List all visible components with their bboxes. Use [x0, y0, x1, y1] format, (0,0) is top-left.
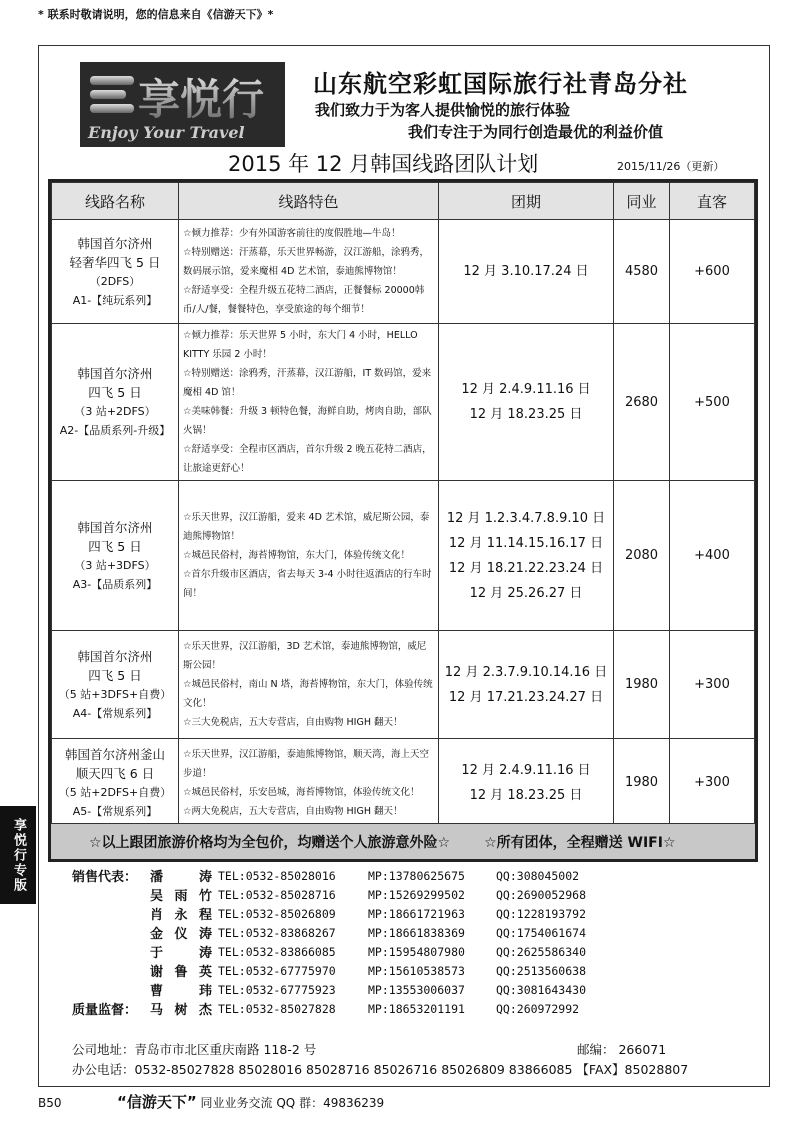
route-series: A4-【常规系列】	[72, 706, 158, 720]
table-row	[52, 220, 755, 324]
route-name-line: 韩国首尔济州釜山	[64, 746, 165, 762]
feature-item: ☆城邑民俗村，海苔博物馆，东大门，体验传统文化！	[183, 550, 411, 561]
contact-row	[72, 866, 586, 885]
logo-text: 享悦行	[138, 75, 265, 124]
date-line: 12 月 1.2.3.4.7.8.9.10 日	[446, 510, 606, 526]
office-phones: 办公电话：0532-85027828 85028016 85028716 85026716 85026809 83866085 【FAX】85028807	[72, 1062, 689, 1077]
contact-mobile: MP:15269299502	[368, 887, 465, 902]
page-number: B50	[38, 1096, 62, 1110]
feature-cell	[179, 631, 439, 739]
feature-item: ☆首尔升级市区酒店，省去每天 3-4 小时往返酒店的行车时间！	[183, 569, 432, 599]
dates-cell	[439, 481, 614, 631]
feature-item: ☆舒适享受：全程升级五花特二酒店，正餐餐标 20000韩币/人/餐，餐餐特色，享受旅途的每个细节！	[183, 285, 425, 315]
date-line: 12 月 2.3.7.9.10.14.16 日	[444, 664, 608, 680]
peer-price: 1980	[614, 631, 670, 739]
feature-item: ☆两大免税店，五大专营店，自由购物 HIGH 翻天！	[183, 805, 403, 817]
feature-cell	[179, 324, 439, 481]
contact-tel: TEL:0532-85026809	[218, 906, 336, 921]
contact-tel: TEL:0532-83866085	[218, 944, 336, 959]
supervisor-label: 质量监督：	[72, 1003, 138, 1018]
contact-row	[72, 885, 586, 904]
feature-item: ☆倾力推荐：乐天世界 5 小时，东大门 4 小时，HELLO KITTY 乐园 2 小时！	[183, 330, 418, 360]
route-sub: （5 站+3DFS+自费）	[58, 687, 172, 701]
contact-mobile: MP:13553006037	[368, 982, 465, 997]
update-date: 2015/11/26（更新）	[617, 160, 725, 173]
route-name-line: 四飞 5 日	[88, 385, 142, 400]
feature-item: ☆倾力推荐：少有外国游客前往的度假胜地—牛岛！	[183, 228, 401, 239]
contact-row	[72, 904, 586, 923]
table-footer-note	[51, 823, 755, 859]
table-header-row	[52, 183, 755, 220]
slogan-1: 我们致力于为客人提供愉悦的旅行体验	[315, 101, 571, 119]
dates-cell	[439, 739, 614, 827]
table-row	[52, 631, 755, 739]
logo-graphic	[80, 62, 285, 147]
contact-name: 曹玮	[150, 984, 212, 999]
route-name-cell	[52, 220, 179, 324]
company-logo	[80, 62, 285, 147]
route-sub: （2DFS）	[89, 274, 141, 288]
header-route-features: 线路特色	[179, 183, 439, 220]
peer-price: 2680	[614, 324, 670, 481]
plan-title: 2015 年 12 月韩国线路团队计划	[228, 152, 539, 176]
date-line: 12 月 17.21.23.24.27 日	[448, 689, 604, 705]
date-line: 12 月 2.4.9.11.16 日	[461, 382, 591, 397]
direct-price: +300	[670, 739, 755, 827]
feature-item: ☆城邑民俗村，乐安邑城，海苔博物馆，体验传统文化！	[183, 786, 420, 798]
date-line: 12 月 11.14.15.16.17 日	[448, 535, 604, 551]
route-name-line: 韩国首尔济州	[77, 519, 153, 535]
route-name-cell	[52, 481, 179, 631]
contact-name: 潘涛	[150, 870, 212, 885]
route-name-cell	[52, 631, 179, 739]
route-sub: （3 站+2DFS）	[74, 405, 156, 418]
side-tab	[0, 806, 36, 904]
feature-item: ☆城邑民俗村，南山 N 塔，海苔博物馆，东大门，体验传统文化！	[183, 679, 433, 709]
date-line: 12 月 2.4.9.11.16 日	[461, 762, 591, 778]
contact-tel: TEL:0532-67775923	[218, 982, 336, 997]
date-line: 12 月 25.26.27 日	[469, 585, 583, 601]
logo-tagline: Enjoy Your Travel	[88, 123, 245, 142]
table-row	[52, 739, 755, 827]
contact-row	[72, 961, 586, 980]
contact-name: 肖永程	[150, 908, 212, 923]
contact-qq: QQ:2513560638	[496, 963, 587, 978]
footer-note-right: ☆所有团体，全程赠送 WIFI☆	[484, 834, 676, 851]
contact-qq: QQ:2690052968	[496, 887, 587, 902]
contact-tel: TEL:0532-85028016	[218, 868, 336, 883]
feature-item: ☆特别赠送：汗蒸幕，乐天世界畅游，汉江游船，涂鸦秀，数码展示馆，爱来魔相 4D 艺术馆，泰迪熊博物馆！	[183, 247, 430, 277]
header-route-name: 线路名称	[52, 183, 179, 220]
contact-tel: TEL:0532-85028716	[218, 887, 336, 902]
bottom-brand: “信游天下”	[117, 1093, 197, 1111]
contact-row-supervisor	[72, 999, 586, 1018]
contact-name: 金仪涛	[150, 927, 212, 942]
company-name: 山东航空彩虹国际旅行社青岛分社	[313, 70, 688, 98]
header-peer-price: 同业	[614, 183, 670, 220]
route-name-line: 四飞 5 日	[88, 667, 142, 683]
route-name-line: 韩国首尔济州	[77, 366, 153, 381]
header-dates: 团期	[439, 183, 614, 220]
feature-item: ☆乐天世界，汉江游船，泰迪熊博物馆，顺天湾，海上天空步道！	[183, 748, 430, 779]
contact-name: 吴雨竹	[150, 889, 212, 904]
route-name-cell	[52, 739, 179, 827]
contact-qq: QQ:1228193792	[496, 906, 587, 921]
tour-plan-table	[48, 179, 758, 862]
route-name-line: 韩国首尔济州	[77, 648, 153, 664]
contact-row	[72, 980, 586, 999]
date-line: 12 月 18.23.25 日	[469, 787, 583, 803]
route-name-line: 轻奢华四飞 5 日	[69, 254, 161, 270]
route-name-line: 韩国首尔济州	[77, 235, 153, 251]
direct-price: +500	[670, 324, 755, 481]
side-tab-label: 享悦行专版	[11, 817, 26, 893]
contact-mobile: MP:18661838369	[368, 925, 465, 940]
peer-price: 1980	[614, 739, 670, 827]
table-row	[52, 481, 755, 631]
route-sub: （5 站+2DFS+自费）	[58, 785, 172, 799]
peer-price: 4580	[614, 220, 670, 324]
route-series: A2-【品质系列-升级】	[59, 424, 171, 437]
contact-name: 谢鲁英	[150, 965, 212, 980]
contact-mobile: MP:15954807980	[368, 944, 465, 959]
feature-item: ☆美味韩餐：升级 3 顿特色餐，海鲜自助，烤肉自助，部队火锅！	[183, 406, 432, 436]
direct-price: +300	[670, 631, 755, 739]
dates-cell	[439, 631, 614, 739]
route-sub: （3 站+3DFS）	[74, 558, 156, 572]
footer-note-left: ☆以上跟团旅游价格均为全包价，均赠送个人旅游意外险☆	[89, 834, 451, 851]
date-line: 12 月 3.10.17.24 日	[463, 264, 589, 279]
contact-qq: QQ:308045002	[496, 868, 580, 883]
date-line: 12 月 18.21.22.23.24 日	[448, 560, 604, 576]
contact-row	[72, 923, 586, 942]
contact-tel: TEL:0532-67775970	[218, 963, 336, 978]
direct-price: +400	[670, 481, 755, 631]
contact-name: 于涛	[150, 946, 212, 961]
plan-table	[51, 182, 755, 827]
sales-label: 销售代表：	[72, 870, 138, 885]
contact-mobile: MP:18661721963	[368, 906, 465, 921]
contact-mobile: MP:18653201191	[368, 1001, 465, 1016]
dates-cell	[439, 324, 614, 481]
contact-tel: TEL:0532-85027828	[218, 1001, 336, 1016]
contact-mobile: MP:15610538573	[368, 963, 465, 978]
contact-row	[72, 942, 586, 961]
contact-name: 马树杰	[150, 1003, 212, 1018]
direct-price: +600	[670, 220, 755, 324]
feature-cell	[179, 739, 439, 827]
contact-qq: QQ:3081643430	[496, 982, 587, 997]
feature-item: ☆特别赠送：涂鸦秀，汗蒸幕，汉江游船，IT 数码馆，爱来魔相 4D 馆！	[183, 368, 432, 398]
contact-qq: QQ:2625586340	[496, 944, 587, 959]
route-series: A3-【品质系列】	[72, 577, 158, 591]
route-series: A5-【常规系列】	[72, 804, 158, 818]
peer-price: 2080	[614, 481, 670, 631]
bottom-line	[117, 1091, 384, 1112]
header-direct-price: 直客	[670, 183, 755, 220]
feature-item: ☆三大免税店，五大专营店，自由购物 HIGH 翻天！	[183, 717, 403, 728]
route-series: A1-【纯玩系列】	[72, 293, 158, 307]
zip-code: 邮编： 266071	[577, 1042, 667, 1057]
source-note: * 联系时敬请说明，您的信息来自《信游天下》*	[38, 8, 274, 21]
bottom-text: 同业业务交流 QQ 群：49836239	[200, 1096, 385, 1110]
route-name-line: 顺天四飞 6 日	[75, 765, 155, 781]
feature-cell	[179, 220, 439, 324]
feature-item: ☆乐天世界，汉江游船，爱来 4D 艺术馆，威尼斯公园，泰迪熊博物馆！	[183, 512, 430, 542]
date-line: 12 月 18.23.25 日	[469, 407, 583, 422]
contact-qq: QQ:260972992	[496, 1001, 580, 1016]
slogan-2: 我们专注于为同行创造最优的利益价值	[408, 123, 664, 141]
route-name-line: 四飞 5 日	[88, 538, 142, 554]
contact-qq: QQ:1754061674	[496, 925, 587, 940]
route-name-cell	[52, 324, 179, 481]
contacts-list	[72, 866, 586, 1018]
company-address: 公司地址：青岛市市北区重庆南路 118-2 号	[72, 1042, 317, 1057]
feature-item: ☆舒适享受：全程市区酒店，首尔升级 2 晚五花特二酒店，让旅途更舒心！	[183, 444, 432, 474]
dates-cell	[439, 220, 614, 324]
feature-item: ☆乐天世界，汉江游船，3D 艺术馆，泰迪熊博物馆，威尼斯公园！	[183, 641, 427, 671]
feature-cell	[179, 481, 439, 631]
contact-tel: TEL:0532-83868267	[218, 925, 336, 940]
table-row	[52, 324, 755, 481]
contact-mobile: MP:13780625675	[368, 868, 465, 883]
